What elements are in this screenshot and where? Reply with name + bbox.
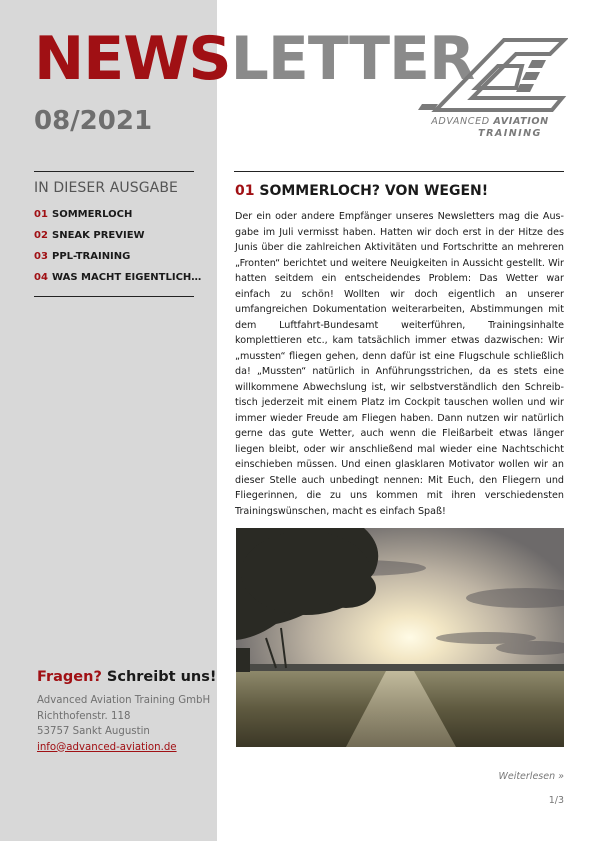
logo-text-line2: TRAINING bbox=[478, 128, 542, 139]
toc-item-sommerloch[interactable]: 01 SOMMERLOCH bbox=[34, 209, 133, 220]
table-of-contents bbox=[34, 171, 202, 297]
contact-heading: Fragen? Schreibt uns! bbox=[37, 669, 217, 685]
issue-number: 08/2021 bbox=[34, 106, 153, 136]
contact-street: Richthofenstr. 118 bbox=[37, 710, 131, 722]
aviation-wing-logo-icon bbox=[412, 36, 568, 116]
newsletter-masthead bbox=[34, 24, 474, 94]
logo-text-line1: ADVANCED AVIATION bbox=[431, 116, 549, 127]
masthead-letter: LETTER bbox=[230, 24, 475, 94]
read-more-link[interactable]: Weiterlesen » bbox=[498, 771, 564, 782]
contact-block bbox=[37, 669, 215, 755]
article-top-rule bbox=[234, 171, 564, 172]
toc-item-ppl-training[interactable]: 03 PPL-TRAINING bbox=[34, 251, 131, 262]
company-logo bbox=[412, 36, 568, 142]
contact-company: Advanced Aviation Training GmbH bbox=[37, 695, 211, 706]
page-number: 1/3 bbox=[548, 795, 564, 806]
masthead-news: NEWS bbox=[34, 24, 231, 94]
toc-item-was-macht-eigentlich[interactable]: 04 WAS MACHT EIGENTLICH… bbox=[34, 272, 202, 283]
toc-title: IN DIESER AUSGABE bbox=[34, 180, 179, 196]
contact-city: 53757 Sankt Augustin bbox=[37, 726, 150, 737]
airfield-sunset-photo bbox=[236, 528, 564, 747]
contact-email-link[interactable]: info@advanced-aviation.de bbox=[37, 741, 177, 753]
article-body: Der ein oder andere Empfänger unseres Newsletters mag die Ausgabe im Juli vermisst haben. Hatten wir doch erst in der Hitze des Junis über die zahlreichen Aktivitäten und Fortschritte an mehreren „Fronten“ berichtet und weitere Neuigkeiten in Aussicht gestellt. Wir hatten seitdem ein entscheidendes Problem: Das Wetter war einfach zu schön! Wollten wir doch eigentlich an unserer umfangreichen Dokumentation weiterarbeiten, Abstimmungen mit dem Luftfahrt-Bundesamt weiterführen, Trainingsinhalte komplettieren etc., kam tatsächlich immer etwas dazwischen: Wir „mussten“ fliegen gehen, denn dafür ist eine Flugschule schließlich da! „Mussten“ natürlich in Anführungsstrichen, da es stets eine willkommene Abwechslung ist, wir selbstverständlich den Schreibtisch jederzeit mit einem Platz im Cockpit tauschen wollen und wir immer wieder Freude am Fliegen haben. Dann nutzen wir natürlich gerne das gute Wetter, auch wenn die Fleißarbeit etwas länger liegen bleibt, oder wir anschließend mal wieder eine Nachtschicht einschieben müssen. Und einen glasklaren Motivator wollen wir an dieser Stelle auch unbedingt nennen: Mit Euch, den Fliegern und Fliegerinnen, die zu uns kommen mit ihren verschiedensten Trainingswünschen, macht es einfach Spaß! bbox=[235, 211, 564, 517]
toc-item-sneak-preview[interactable]: 02 SNEAK PREVIEW bbox=[34, 230, 145, 241]
article-title: 01 SOMMERLOCH? VON WEGEN! bbox=[235, 183, 489, 199]
